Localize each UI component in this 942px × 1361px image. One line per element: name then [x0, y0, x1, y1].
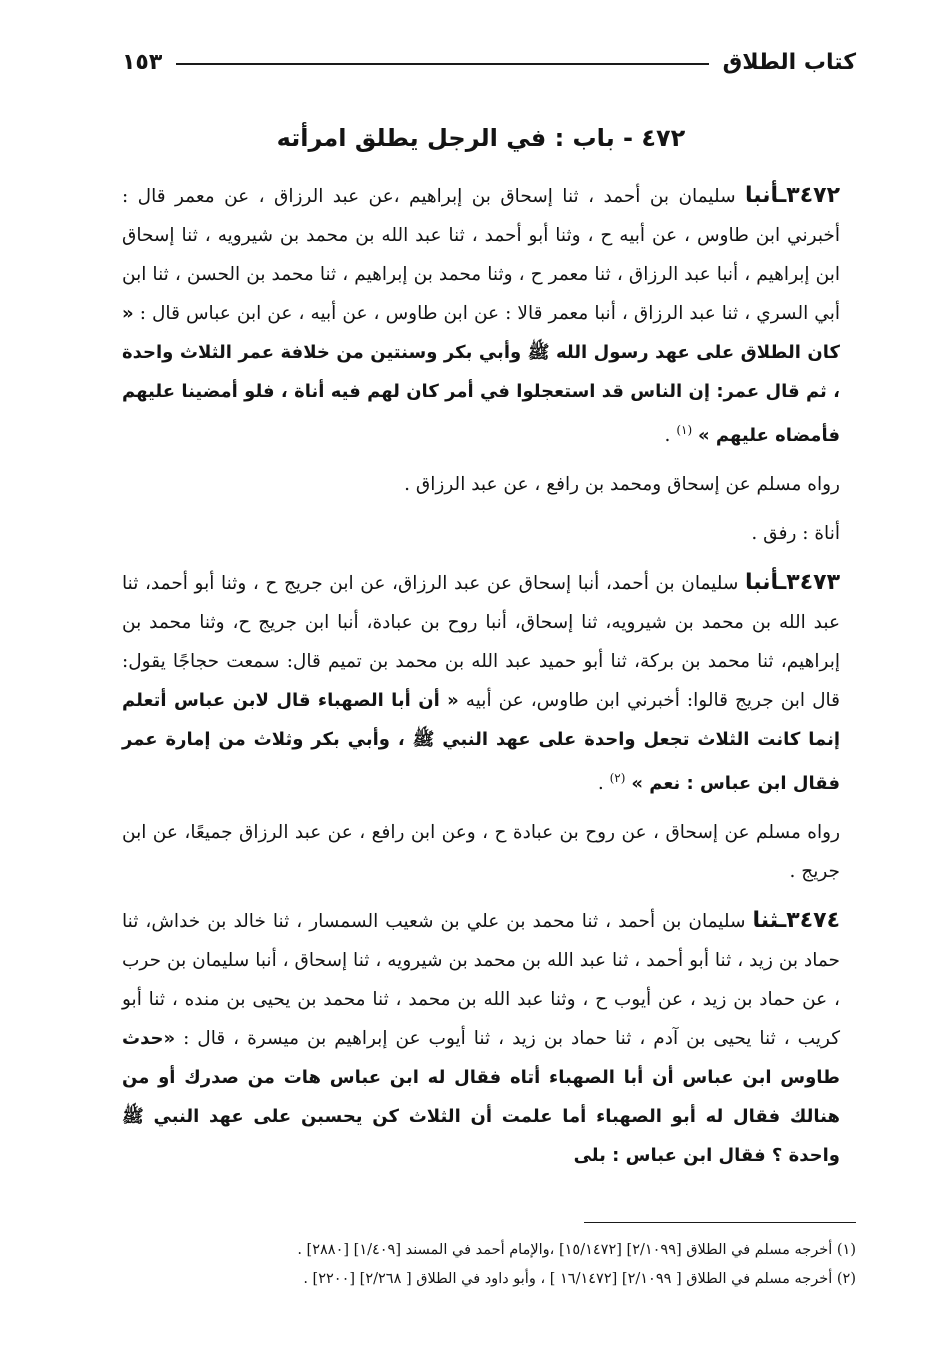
hadith-gloss: أناة : رفق .	[751, 523, 840, 545]
hadith-3472	[122, 176, 840, 455]
header-rule	[176, 63, 708, 65]
footnote-1: (١) أخرجه مسلم في الطلاق [٢/١٠٩٩] [١٥/١٤٧٢] ،والإمام أحمد في المسند [١/٤٠٩] [٢٨٨٠] .	[297, 1242, 856, 1258]
running-title: كتاب الطلاق	[722, 49, 856, 75]
page-header	[122, 44, 856, 80]
hadith-isnad: سليمان بن أحمد، أنبا إسحاق عن عبد الرزاق، عن ابن جريج ح ، وثنا أبو أحمد، ثنا عبد الله بن محمد بن شيرويه، ثنا إسحاق، أنبا روح بن عبادة، أنبا ابن جريج ح، وثنا محمد بن إبراهيم، ثنا محمد بن بركة، ثنا أبو حميد عبد الله بن محمد بن تميم قال: سمعت حجاجًا يقول: قال ابن جريج قالوا: أخبرني ابن طاوس، عن أبيه	[122, 573, 840, 712]
hadith-number: ٣٤٧٤ـ	[778, 908, 840, 934]
hadith-number: ٣٤٧٣ـ	[778, 570, 840, 596]
hadith-takhrij: رواه مسلم عن إسحاق ، عن روح بن عبادة ح ، وعن ابن رافع ، عن عبد الرزاق جميعًا، عن ابن جريج .	[122, 822, 840, 883]
hadith-matn: « كان الطلاق على عهد رسول الله ﷺ وأبي بكر وسنتين من خلافة عمر الثلاث واحدة ، ثم قال عمر: إن الناس قد استعجلوا في أمر كان لهم فيه أناة ، فلو أمضينا عليهم فأمضاه عليهم »	[122, 303, 840, 447]
hadith-verb: أنبا	[744, 570, 779, 596]
hadith-isnad: سليمان بن أحمد ، ثنا إسحاق بن إبراهيم ،عن عبد الرزاق ، عن معمر قال : أخبرني ابن طاوس ، عن أبيه ح ، وثنا أبو أحمد ، ثنا عبد الله بن محمد بن شيرويه ، ثنا إسحاق ابن إبراهيم ، أنبا عبد الرزاق ، ثنا معمر ح ، وثنا محمد بن إبراهيم ، ثنا محمد بن الحسن ، ثنا ابن أبي السري ، ثنا عبد الرزاق ، أنبا معمر قالا : عن ابن طاوس ، عن أبيه ، عن ابن عباس قال :	[122, 186, 840, 324]
hadith-verb: ثنا	[752, 908, 779, 934]
footnote-ref: (٢)	[609, 771, 626, 786]
hadith-matn: «حدث طاوس ابن عباس أن أبا الصهباء أتاه فقال له ابن عباس هات من صدرك أو من هنالك فقال له أبو الصهباء أما علمت أن الثلاث كن يحسبن على عهد النبي ﷺ واحدة ؟ فقال ابن عباس : بلى	[122, 1028, 840, 1167]
page-number: ١٥٣	[122, 49, 163, 75]
body-text	[122, 176, 840, 1185]
hadith-number: ٣٤٧٢ـ	[778, 183, 840, 208]
hadith-tail: .	[597, 773, 610, 795]
hadith-takhrij: رواه مسلم عن إسحاق ومحمد بن رافع ، عن عبد الرزاق .	[404, 474, 840, 496]
hadith-3474	[122, 901, 840, 1175]
chapter-title: ٤٧٢ - باب : في الرجل يطلق امرأته	[276, 124, 686, 152]
hadith-3473	[122, 563, 840, 803]
hadith-isnad: سليمان بن أحمد ، ثنا محمد بن علي بن شعيب السمسار ، ثنا خالد بن خداش، ثنا حماد بن زيد ، ثنا أبو أحمد ، ثنا عبد الله بن محمد بن شيرويه ، ثنا إسحاق ، أنبا سليمان بن حرب ، عن حماد بن زيد ، عن أيوب ح ، وثنا عبد الله بن محمد ، ثنا محمد بن يحيى بن منده ، ثنا أبو كريب ، ثنا يحيى بن آدم ، ثنا حماد بن زيد ، ثنا أيوب عن إبراهيم بن ميسرة ، قال :	[122, 911, 840, 1050]
footnote-rule	[584, 1222, 856, 1223]
hadith-tail: .	[664, 425, 677, 447]
hadith-verb: أنبا	[744, 183, 779, 208]
footnote-2: (٢) أخرجه مسلم في الطلاق [ ٢/١٠٩٩] [١٦/١٤٧٢ ] ، وأبو داود في الطلاق [ ٢/٢٦٨] [٢٢٠٠] .	[303, 1271, 856, 1287]
footnotes	[122, 1236, 856, 1294]
footnote-ref: (١)	[676, 423, 693, 437]
hadith-matn: « أن أبا الصهباء قال لابن عباس أتعلم إنما كانت الثلاث تجعل واحدة على عهد النبي ﷺ ، وأبي بكر وثلاث من إمارة عمر فقال ابن عباس : نعم »	[122, 690, 840, 795]
